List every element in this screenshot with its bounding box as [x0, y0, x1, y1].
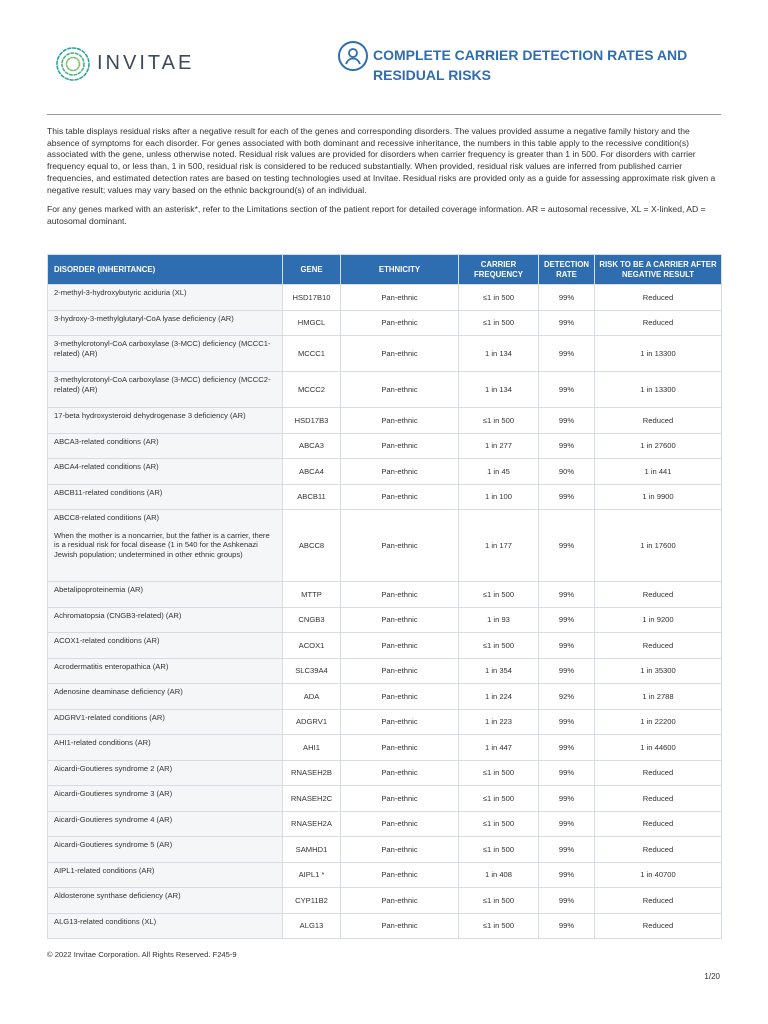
cell-carrier-frequency: ≤1 in 500	[459, 837, 539, 863]
cell-disorder	[48, 837, 283, 863]
cell-detection-rate: 99%	[539, 837, 595, 863]
header-risk: RISK TO BE A CARRIER AFTER NEGATIVE RESULT	[595, 255, 722, 285]
cell-disorder	[48, 582, 283, 608]
header-gene: GENE	[283, 255, 341, 285]
disorder-name: Aicardi-Goutieres syndrome 4 (AR)	[54, 814, 173, 824]
cell-detection-rate: 99%	[539, 760, 595, 786]
header-divider	[47, 114, 721, 115]
cell-risk: 1 in 35300	[595, 658, 722, 684]
cell-detection-rate: 99%	[539, 510, 595, 582]
cell-gene: ADA	[283, 684, 341, 710]
table-row	[48, 709, 722, 735]
cell-disorder	[48, 484, 283, 510]
disorder-name: 2-methyl-3-hydroxybutyric aciduria (XL)	[54, 288, 187, 297]
cell-gene: MCCC1	[283, 336, 341, 372]
cell-disorder	[48, 633, 283, 659]
cell-ethnicity: Pan-ethnic	[341, 433, 459, 459]
cell-ethnicity: Pan-ethnic	[341, 310, 459, 336]
disorder-name: ABCC8-related conditions (AR)	[54, 513, 160, 522]
cell-detection-rate: 99%	[539, 408, 595, 434]
cell-carrier-frequency: 1 in 93	[459, 607, 539, 633]
disorder-name: Aicardi-Goutieres syndrome 2 (AR)	[54, 763, 173, 773]
cell-ethnicity: Pan-ethnic	[341, 336, 459, 372]
cell-ethnicity: Pan-ethnic	[341, 372, 459, 408]
disorder-name: Achromatopsia (CNGB3-related) (AR)	[54, 610, 182, 620]
cell-carrier-frequency: 1 in 408	[459, 862, 539, 888]
cell-detection-rate: 99%	[539, 913, 595, 939]
disorder-name: Abetalipoproteinemia (AR)	[54, 585, 144, 594]
page-number: 1/20	[704, 972, 720, 981]
cell-risk: Reduced	[595, 760, 722, 786]
cell-gene: HSD17B3	[283, 408, 341, 434]
disorder-name: Aldosterone synthase deficiency (AR)	[54, 891, 181, 900]
cell-detection-rate: 99%	[539, 285, 595, 311]
cell-gene: SAMHD1	[283, 837, 341, 863]
cell-ethnicity: Pan-ethnic	[341, 285, 459, 311]
intro-paragraph-1: This table displays residual risks after a negative result for each of the genes and corresponding disorders. The values provided assume a negative family history and the absence of symptoms for each disorder. For genes associated with both dominant and recessive inheritance, the numbers in this table apply to the recessive condition(s) associated with the gene, unless otherwise noted. Residual risk values are provided for disorders when carrier frequency is greater than 1 in 500. For disorders with carrier frequency equal to, or less than, 1 in 500, residual risk is considered to be reduced substantially. When provided, residual risk values are inferred from published carrier frequencies, and estimated detection rates are based on testing technologies used at Invitae. Residual risks are provided only as a guide for assessing approximate risk given a negative result; values may vary based on the ethnic background(s) of an individual.	[47, 126, 716, 195]
cell-carrier-frequency: ≤1 in 500	[459, 760, 539, 786]
cell-ethnicity: Pan-ethnic	[341, 408, 459, 434]
table-row	[48, 786, 722, 812]
table-row	[48, 862, 722, 888]
table-row	[48, 510, 722, 582]
cell-risk: Reduced	[595, 582, 722, 608]
cell-gene: CYP11B2	[283, 888, 341, 914]
carrier-risk-table	[47, 254, 722, 939]
cell-carrier-frequency: 1 in 45	[459, 459, 539, 485]
table-row	[48, 811, 722, 837]
disorder-name: ADGRV1-related conditions (AR)	[54, 712, 165, 722]
cell-risk: 1 in 13300	[595, 336, 722, 372]
cell-disorder	[48, 709, 283, 735]
disorder-name: 3-methylcrotonyl-CoA carboxylase (3-MCC) deficiency (MCCC1-related) (AR)	[54, 339, 271, 358]
cell-gene: ABCB11	[283, 484, 341, 510]
table-row	[48, 372, 722, 408]
table-row	[48, 735, 722, 761]
cell-ethnicity: Pan-ethnic	[341, 735, 459, 761]
cell-detection-rate: 99%	[539, 336, 595, 372]
cell-gene: SLC39A4	[283, 658, 341, 684]
cell-disorder	[48, 285, 283, 311]
cell-detection-rate: 90%	[539, 459, 595, 485]
cell-ethnicity: Pan-ethnic	[341, 913, 459, 939]
table-row	[48, 285, 722, 311]
cell-gene: RNASEH2A	[283, 811, 341, 837]
brand-name: INVITAE	[97, 52, 195, 74]
disorder-name: ABCA4-related conditions (AR)	[54, 462, 159, 471]
cell-risk: 1 in 441	[595, 459, 722, 485]
disorder-name: AIPL1-related conditions (AR)	[54, 865, 155, 875]
cell-risk: Reduced	[595, 310, 722, 336]
cell-gene: MTTP	[283, 582, 341, 608]
cell-carrier-frequency: 1 in 447	[459, 735, 539, 761]
cell-carrier-frequency: ≤1 in 500	[459, 888, 539, 914]
disorder-note: When the mother is a noncarrier, but the father is a carrier, there is a residual risk for focal disease (1 in 540 for the Ashkenazi Jewish population; undetermined in other ethnic groups)	[54, 530, 270, 559]
cell-ethnicity: Pan-ethnic	[341, 786, 459, 812]
cell-risk: Reduced	[595, 811, 722, 837]
cell-detection-rate: 99%	[539, 433, 595, 459]
cell-ethnicity: Pan-ethnic	[341, 607, 459, 633]
table-row	[48, 837, 722, 863]
cell-risk: 1 in 9200	[595, 607, 722, 633]
cell-gene: ABCA3	[283, 433, 341, 459]
cell-disorder	[48, 888, 283, 914]
table-row	[48, 913, 722, 939]
table-row	[48, 658, 722, 684]
cell-risk: Reduced	[595, 786, 722, 812]
cell-carrier-frequency: 1 in 134	[459, 372, 539, 408]
table-row	[48, 310, 722, 336]
cell-risk: 1 in 13300	[595, 372, 722, 408]
cell-detection-rate: 99%	[539, 709, 595, 735]
cell-risk: Reduced	[595, 837, 722, 863]
table-row	[48, 582, 722, 608]
cell-carrier-frequency: 1 in 134	[459, 336, 539, 372]
cell-detection-rate: 99%	[539, 862, 595, 888]
disorder-name: Acrodermatitis enteropathica (AR)	[54, 661, 169, 671]
cell-disorder	[48, 760, 283, 786]
header-disorder: DISORDER (INHERITANCE)	[48, 255, 283, 285]
page-title: COMPLETE CARRIER DETECTION RATES AND RESIDUAL RISKS	[373, 47, 688, 83]
cell-carrier-frequency: ≤1 in 500	[459, 310, 539, 336]
intro-paragraph-2: For any genes marked with an asterisk*, refer to the Limitations section of the patient report for detailed coverage information. AR = autosomal recessive, XL = X-linked, AD = autosomal dominant.	[47, 204, 706, 226]
cell-risk: Reduced	[595, 408, 722, 434]
disorder-name: 17-beta hydroxysteroid dehydrogenase 3 deficiency (AR)	[54, 411, 246, 420]
cell-gene: ACOX1	[283, 633, 341, 659]
cell-disorder	[48, 372, 283, 408]
cell-risk: 1 in 9900	[595, 484, 722, 510]
cell-disorder	[48, 684, 283, 710]
cell-carrier-frequency: ≤1 in 500	[459, 285, 539, 311]
cell-risk: Reduced	[595, 633, 722, 659]
table-row	[48, 633, 722, 659]
cell-detection-rate: 99%	[539, 372, 595, 408]
cell-disorder	[48, 658, 283, 684]
cell-disorder	[48, 310, 283, 336]
cell-carrier-frequency: ≤1 in 500	[459, 582, 539, 608]
cell-carrier-frequency: 1 in 177	[459, 510, 539, 582]
table-row	[48, 484, 722, 510]
cell-disorder	[48, 336, 283, 372]
cell-disorder	[48, 786, 283, 812]
cell-detection-rate: 99%	[539, 811, 595, 837]
cell-risk: 1 in 17600	[595, 510, 722, 582]
table-row	[48, 336, 722, 372]
cell-carrier-frequency: ≤1 in 500	[459, 633, 539, 659]
cell-ethnicity: Pan-ethnic	[341, 582, 459, 608]
cell-detection-rate: 92%	[539, 684, 595, 710]
cell-risk: 1 in 22200	[595, 709, 722, 735]
cell-gene: AIPL1 *	[283, 862, 341, 888]
cell-carrier-frequency: 1 in 223	[459, 709, 539, 735]
table-row	[48, 684, 722, 710]
table-body	[48, 285, 722, 939]
cell-carrier-frequency: 1 in 277	[459, 433, 539, 459]
disorder-name: Aicardi-Goutieres syndrome 5 (AR)	[54, 840, 173, 849]
cell-gene: AHI1	[283, 735, 341, 761]
cell-gene: ADGRV1	[283, 709, 341, 735]
cell-detection-rate: 99%	[539, 735, 595, 761]
cell-ethnicity: Pan-ethnic	[341, 684, 459, 710]
copyright-footer: © 2022 Invitae Corporation. All Rights Reserved. F245-9	[47, 950, 237, 959]
cell-carrier-frequency: ≤1 in 500	[459, 408, 539, 434]
disorder-name: ABCA3-related conditions (AR)	[54, 436, 159, 446]
cell-risk: 1 in 2788	[595, 684, 722, 710]
table-header-row	[48, 255, 722, 285]
cell-ethnicity: Pan-ethnic	[341, 658, 459, 684]
table-row	[48, 408, 722, 434]
cell-gene: HMGCL	[283, 310, 341, 336]
cell-disorder	[48, 433, 283, 459]
cell-gene: RNASEH2C	[283, 786, 341, 812]
cell-ethnicity: Pan-ethnic	[341, 633, 459, 659]
intro-text	[47, 126, 721, 236]
cell-gene: RNASEH2B	[283, 760, 341, 786]
disorder-name: 3-methylcrotonyl-CoA carboxylase (3-MCC) deficiency (MCCC2-related) (AR)	[54, 375, 271, 394]
disorder-name: ABCB11-related conditions (AR)	[54, 487, 163, 497]
table-row	[48, 459, 722, 485]
cell-risk: Reduced	[595, 888, 722, 914]
cell-gene: ABCA4	[283, 459, 341, 485]
person-icon	[338, 41, 368, 71]
cell-risk: 1 in 44600	[595, 735, 722, 761]
cell-carrier-frequency: ≤1 in 500	[459, 811, 539, 837]
disorder-name: AHI1-related conditions (AR)	[54, 738, 151, 747]
cell-gene: ALG13	[283, 913, 341, 939]
cell-detection-rate: 99%	[539, 582, 595, 608]
cell-ethnicity: Pan-ethnic	[341, 760, 459, 786]
header-ethnicity: ETHNICITY	[341, 255, 459, 285]
cell-ethnicity: Pan-ethnic	[341, 862, 459, 888]
disorder-name: ALG13-related conditions (XL)	[54, 916, 157, 926]
table-row	[48, 888, 722, 914]
cell-disorder	[48, 913, 283, 939]
cell-ethnicity: Pan-ethnic	[341, 459, 459, 485]
cell-carrier-frequency: 1 in 354	[459, 658, 539, 684]
cell-disorder	[48, 811, 283, 837]
cell-ethnicity: Pan-ethnic	[341, 709, 459, 735]
cell-disorder	[48, 408, 283, 434]
cell-risk: Reduced	[595, 913, 722, 939]
cell-gene: CNGB3	[283, 607, 341, 633]
header-carrier-frequency: CARRIER FREQUENCY	[459, 255, 539, 285]
cell-detection-rate: 99%	[539, 888, 595, 914]
cell-detection-rate: 99%	[539, 607, 595, 633]
cell-detection-rate: 99%	[539, 786, 595, 812]
cell-ethnicity: Pan-ethnic	[341, 837, 459, 863]
table-row	[48, 433, 722, 459]
disorder-name: 3-hydroxy-3-methylglutaryl-CoA lyase deficiency (AR)	[54, 313, 234, 323]
header-detection-rate: DETECTION RATE	[539, 255, 595, 285]
cell-gene: ABCC8	[283, 510, 341, 582]
cell-carrier-frequency: ≤1 in 500	[459, 786, 539, 812]
cell-carrier-frequency: ≤1 in 500	[459, 913, 539, 939]
disorder-name: Adenosine deaminase deficiency (AR)	[54, 687, 183, 696]
page-header	[47, 40, 721, 114]
table-row	[48, 760, 722, 786]
cell-disorder	[48, 459, 283, 485]
cell-carrier-frequency: 1 in 100	[459, 484, 539, 510]
cell-disorder	[48, 862, 283, 888]
cell-ethnicity: Pan-ethnic	[341, 484, 459, 510]
cell-ethnicity: Pan-ethnic	[341, 811, 459, 837]
cell-ethnicity: Pan-ethnic	[341, 510, 459, 582]
cell-risk: 1 in 27600	[595, 433, 722, 459]
cell-risk: Reduced	[595, 285, 722, 311]
cell-disorder	[48, 510, 283, 582]
cell-risk: 1 in 40700	[595, 862, 722, 888]
disorder-name: ACOX1-related conditions (AR)	[54, 636, 160, 645]
cell-disorder	[48, 607, 283, 633]
disorder-name: Aicardi-Goutieres syndrome 3 (AR)	[54, 789, 173, 798]
table-row	[48, 607, 722, 633]
cell-gene: MCCC2	[283, 372, 341, 408]
cell-carrier-frequency: 1 in 224	[459, 684, 539, 710]
cell-detection-rate: 99%	[539, 484, 595, 510]
cell-detection-rate: 99%	[539, 658, 595, 684]
cell-ethnicity: Pan-ethnic	[341, 888, 459, 914]
cell-detection-rate: 99%	[539, 633, 595, 659]
cell-gene: HSD17B10	[283, 285, 341, 311]
cell-detection-rate: 99%	[539, 310, 595, 336]
cell-disorder	[48, 735, 283, 761]
